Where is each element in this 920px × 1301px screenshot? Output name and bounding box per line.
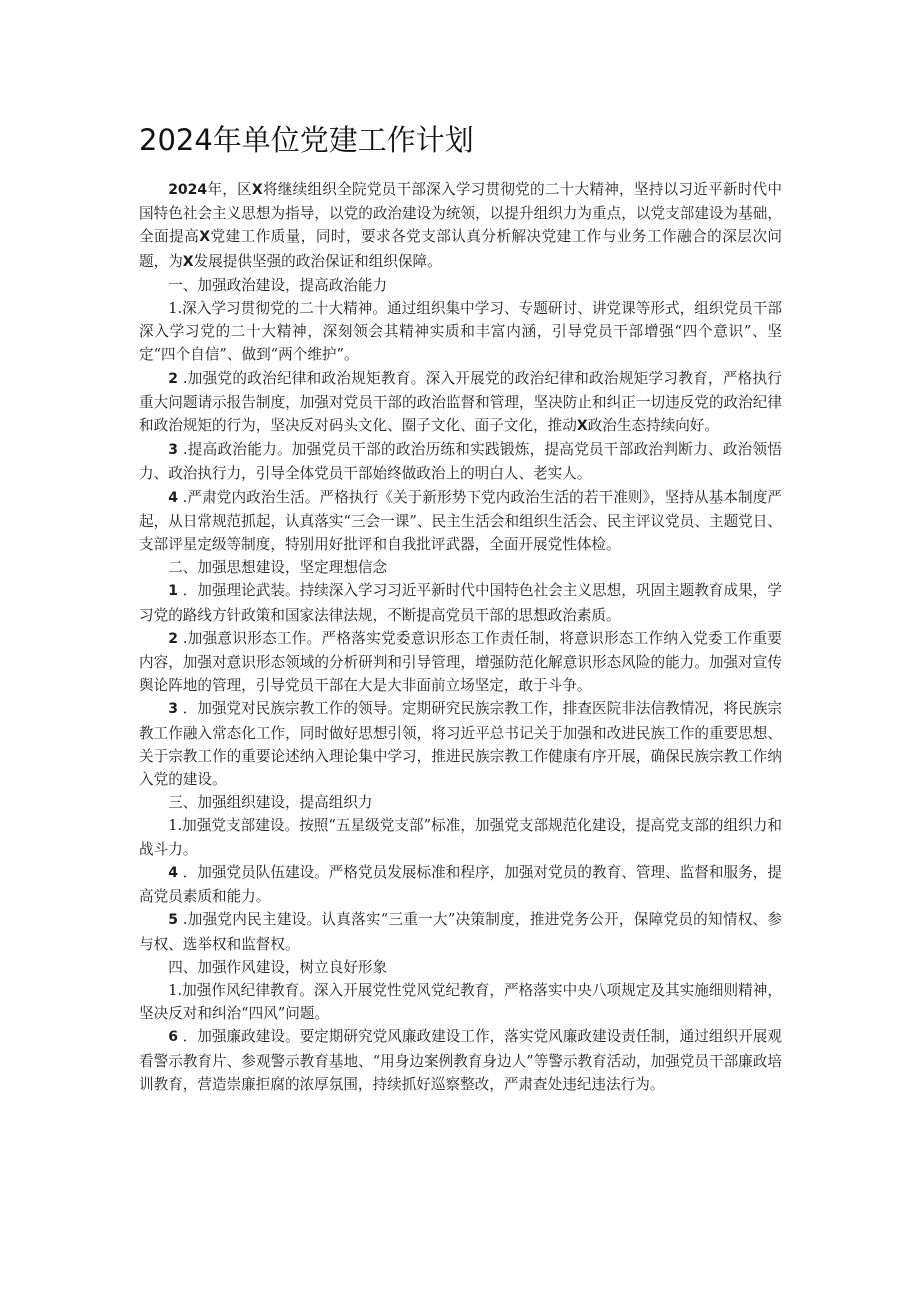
- list-item: [139, 486, 782, 557]
- list-item: [139, 627, 782, 698]
- intro-text: 将继续组织全院党员干部深入学习贯彻党的二十大精神，坚持以习近平新时代中国特色社会主义思想为指导，以党的政治建设为统领，以提升组织力为重点，以党支部建设为基础，全面提高: [139, 181, 782, 246]
- item-number: 2: [168, 630, 178, 647]
- intro-emphasis: 2024: [168, 182, 208, 198]
- item-text: .加强党内民主建设。认真落实“三重一大”决策制度，推进党务公开，保障党员的知情权、参与权、选举权和监督权。: [139, 911, 782, 953]
- list-item: [139, 697, 782, 791]
- section-heading: 一、加强政治建设，提高政治能力: [168, 276, 388, 294]
- section-heading: 三、加强组织建设，提高组织力: [168, 794, 373, 812]
- item-text: .严肃党内政治生活。严格执行《关于新形势下党内政治生活的若干准则》，坚持从基本制度严起，从日常规范抓起，认真落实“三会一课”、民主生活会和组织生活会、民主评议党员、主题党日、支部评星定级等制度，特别用好批评和自我批评武器，全面开展党性体检。: [139, 488, 783, 554]
- item-text: ．加强廉政建设。要定期研究党风廉政建设工作，落实党风廉政建设责任制，通过组织开展观看警示教育片、参观警示教育基地、“用身边案例教育身边人”等警示教育活动，加强党员干部廉政培训教育，营造崇廉拒腐的浓厚氛围，持续抓好巡察整改，严肃查处违纪违法行为。: [139, 1028, 782, 1093]
- item-text: ．加强党对民族宗教工作的领导。定期研究民族宗教工作，排查医院非法信教情况，将民族宗教工作融入常态化工作，同时做好思想引领，将习近平总书记关于加强和改进民族工作的重要思想、关于宗教工作的重要论述纳入理论集中学习，推进民族宗教工作健康有序开展，确保民族宗教工作纳入党的建设。: [139, 700, 782, 789]
- list-item: [139, 908, 782, 955]
- list-item: [139, 579, 782, 626]
- list-item: [139, 367, 782, 439]
- item-number: 1.: [168, 817, 183, 835]
- section-heading: 四、加强作风建设，树立良好形象: [168, 958, 388, 976]
- list-item: [139, 438, 782, 485]
- item-number: 1: [168, 583, 178, 600]
- item-number: 1.: [168, 981, 183, 999]
- item-number: 4: [168, 489, 178, 506]
- item-number: 2: [168, 370, 178, 387]
- item-text: .加强党的政治纪律和政治规矩教育。深入开展党的政治纪律和政治规矩学习教育，严格执行重大问题请示报告制度，加强对党员干部的政治监督和管理，坚决防止和纠正一切违反党的政治纪律和政治规矩的行为，坚决反对码头文化、圈子文化、面子文化，推动: [139, 369, 782, 435]
- item-text: .提高政治能力。加强党员干部的政治历练和实践锻炼，提高党员干部政治判断力、政治领悟力、政治执行力，引导全体党员干部始终做政治上的明白人、老实人。: [139, 441, 782, 483]
- section-heading: 二、加强思想建设，坚定理想信念: [168, 559, 388, 577]
- item-number: 5: [168, 912, 178, 929]
- item-emphasis: X: [576, 418, 588, 435]
- item-number: 1.: [168, 300, 183, 318]
- list-item: [139, 814, 782, 860]
- intro-text: 党建工作质量，同时，要求各党支部认真分析解决党建工作与业务工作融合的深层次问题，为: [139, 228, 782, 270]
- list-item: [139, 979, 782, 1025]
- item-text: ．加强理论武装。持续深入学习习近平新时代中国特色社会主义思想，巩固主题教育成果，学习党的路线方针政策和国家法律法规，不断提高党员干部的思想政治素质。: [139, 582, 782, 624]
- list-item: [139, 297, 782, 367]
- item-text: ．加强党员队伍建设。严格党员发展标准和程序，加强对党员的教育、管理、监督和服务，提高党员素质和能力。: [139, 863, 782, 906]
- item-number: 4: [168, 864, 178, 881]
- intro-text: 发展提供坚强的政治保证和组织保障。: [193, 252, 442, 270]
- item-text-tail: 政治生态持续向好。: [587, 417, 719, 435]
- item-text: .加强意识形态工作。严格落实党委意识形态工作责任制，将意识形态工作纳入党委工作重要内容，加强对意识形态领域的分析研判和引导管理，增强防范化解意识形态风险的能力。加强对宣传舆论阵地的管理，引导党员干部在大是大非面前立场坚定，敢于斗争。: [139, 629, 782, 695]
- intro-text: 年，区: [207, 181, 252, 198]
- intro-paragraph: [139, 178, 782, 274]
- intro-emphasis: X: [251, 182, 263, 198]
- document-title: 2024年单位党建工作计划: [139, 123, 474, 157]
- sections-container: [139, 274, 782, 1096]
- intro-emphasis: X: [182, 253, 194, 270]
- item-text: 加强作风纪律教育。深入开展党性党风党纪教育，严格落实中央八项规定及其实施细则精神，坚决反对和纠治“四风”问题。: [139, 981, 782, 1023]
- intro-emphasis: X: [199, 229, 211, 246]
- item-number: 3: [168, 442, 178, 459]
- document-body: [139, 122, 782, 1096]
- list-item: [139, 861, 782, 908]
- item-number: 3: [168, 701, 178, 718]
- item-text: 加强党支部建设。按照“五星级党支部”标准，加强党支部规范化建设，提高党支部的组织力和战斗力。: [139, 817, 782, 858]
- item-text: 深入学习贯彻党的二十大精神。通过组织集中学习、专题研讨、讲党课等形式，组织党员干部深入学习党的二十大精神，深刻领会其精神实质和丰富内涵，引导党员干部增强“四个意识”、坚定“四个自信”、做到“两个维护”。: [139, 300, 782, 364]
- list-item: [139, 1025, 782, 1096]
- item-number: 6: [168, 1029, 178, 1046]
